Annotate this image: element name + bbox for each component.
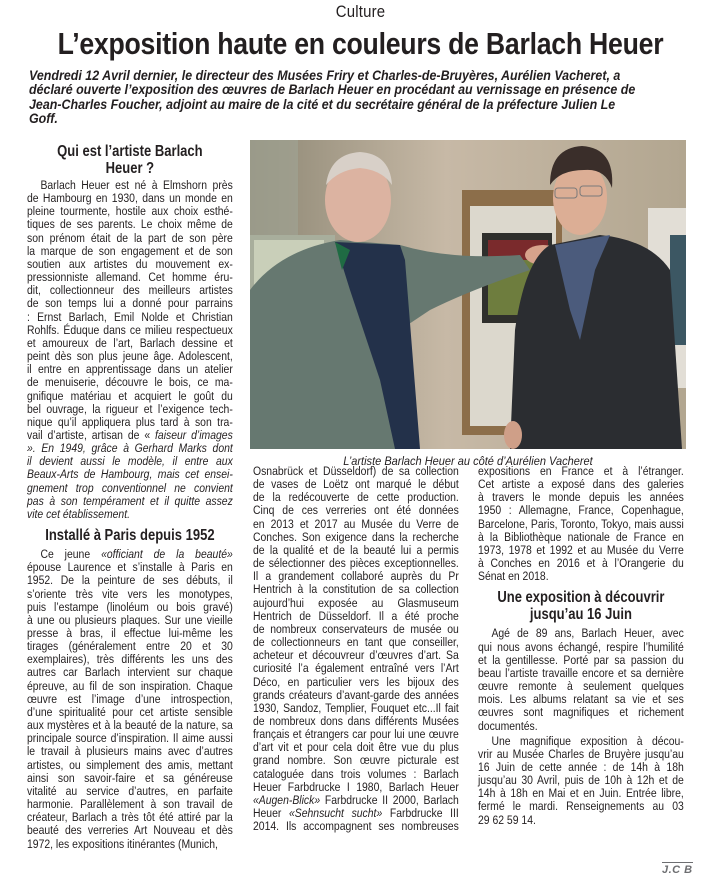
paragraph-exhibitions bbox=[478, 465, 684, 583]
text-line: il entre en apprentissage dans un atelier bbox=[27, 362, 233, 377]
text-line: 1952. De la peinture de ses débuts, il bbox=[27, 573, 233, 588]
text-line: à travers le monde depuis les années bbox=[478, 490, 684, 505]
text-line: 14h à 18h en Mai et en Juin. Entrée libre, bbox=[478, 786, 684, 801]
text-line: 29 62 59 14. bbox=[478, 812, 536, 827]
text-line: Heuer Farbdrucke I 1980, Barlach Heuer bbox=[253, 779, 459, 794]
text-line: Barcelone, Paris, Toronto, Tokyo, mais aussi bbox=[478, 516, 684, 531]
text-line: pas à son tempérament et il quitte assez bbox=[27, 493, 233, 508]
text-line: documentés. bbox=[478, 718, 538, 733]
text-line: à une ou plusieurs plaques. Sur une vieille bbox=[27, 612, 233, 627]
text-line: il devient aussi le modèle, il entre aux bbox=[27, 454, 233, 469]
headline: L’exposition haute en couleurs de Barlach Heuer bbox=[57, 26, 664, 61]
text-line: Cinq de ces verreries ont été données bbox=[253, 503, 459, 518]
text-line: Hentrich à la constitution de sa collection bbox=[253, 582, 459, 597]
text-line: principale source d’inspiration. Il aime aussi bbox=[27, 731, 233, 746]
text-line: puis l’estampe (linoléum ou bois gravé) bbox=[27, 599, 233, 614]
text-line: vitalité au service d’autres, en parfaite bbox=[27, 783, 233, 798]
subheading-line: Une exposition à découvrir bbox=[497, 589, 665, 607]
text-line: de nombreux conservateurs de musée ou bbox=[253, 621, 459, 636]
text-line: pressionniste allemand. Cet homme éru- bbox=[27, 270, 233, 285]
lead-line: Vendredi 12 Avril dernier, le directeur des Musées Friry et Charles-de-Bruyères, Aurélien Vacheret, a bbox=[29, 68, 621, 83]
paragraph-artist-today bbox=[478, 627, 684, 732]
text-line: 1950 : Allemagne, France, Copenhague, bbox=[478, 503, 684, 518]
text-line: épreuve, au fil de son inspiration. Chaque bbox=[27, 678, 233, 693]
text-line: s’oriente très vite vers les monotypes, bbox=[27, 586, 233, 601]
paragraph-practical-info bbox=[478, 735, 684, 827]
text-line: Osnabrück et Düsseldorf) de sa collection bbox=[253, 464, 459, 478]
text-line: harmonie. Parallèlement à son travail de bbox=[27, 797, 233, 812]
text-line: beauté des verreries Art Nouveau et dès bbox=[27, 823, 233, 838]
text-line: Cet artiste a exposé dans des galeries bbox=[478, 477, 684, 492]
text-line: acheteur et découvreur d’œuvres d’art. Sa bbox=[253, 648, 459, 663]
text-line: expositions en France et à l’étranger. bbox=[478, 464, 684, 478]
text-line: 1973, 1978 et 1992 et au Musée du Verre bbox=[478, 542, 684, 557]
photo-caption: L’artiste Barlach Heuer au côté d’Aurélien Vacheret bbox=[343, 455, 593, 468]
text-line: qui nous avons échangé, respire l’humilité bbox=[478, 639, 684, 654]
subheading-line: jusqu’au 16 Juin bbox=[529, 606, 632, 624]
text-line: gnifique matériau et acquiert le goût du bbox=[27, 388, 233, 403]
text-line: de son temps lui a donné pour parrains bbox=[27, 296, 233, 311]
right-column bbox=[478, 465, 721, 827]
text-line: vrir au Musée Charles de Bruyère jusqu’au bbox=[478, 746, 684, 761]
author-signature: J.C B bbox=[662, 864, 693, 876]
text-line: «Augen-Blick» Farbdrucke II 2000, Barlach bbox=[253, 792, 459, 807]
lead-line: Jean-Charles Foucher, adjoint au maire de la cité et du secrétaire général de la préfecture Julien Le bbox=[29, 96, 616, 112]
photo-artist-and-director bbox=[250, 140, 686, 449]
text-line: de la redécouverte de cette production. bbox=[253, 490, 459, 505]
paragraph-paris bbox=[27, 548, 233, 851]
subheading-paris: Installé à Paris depuis 1952 bbox=[45, 527, 215, 545]
text-line: jusqu’au 30 Avril, puis de 10h à 12h et de bbox=[478, 773, 684, 788]
subheading-exhibition-dates bbox=[478, 589, 684, 623]
text-line: soutien aux artistes du mouvement ex- bbox=[27, 256, 233, 271]
text-line: 1930, Sandoz, Templier, Fouquet etc...Il fait bbox=[253, 700, 459, 715]
text-line: de vases de Loëtz ont marqué le début bbox=[253, 477, 459, 492]
lead-line: déclaré ouverte l’exposition des œuvres de Barlach Heuer en procédant au vernissage en présence de bbox=[29, 82, 636, 98]
text-line: tiques de ses parents. Le choix même de bbox=[27, 217, 233, 232]
text-line: dit, collectionneur des meilleurs artistes bbox=[27, 283, 233, 298]
text-line: grand nombre. Son œuvre picturale est bbox=[253, 753, 459, 768]
text-line: vite cet établissement. bbox=[27, 506, 130, 521]
text-line: peint dès son plus jeune âge. Adolescent, bbox=[27, 349, 233, 364]
text-line: artistes, ou simplement des amis, mettant bbox=[27, 757, 233, 772]
lead-line: Goff. bbox=[29, 111, 58, 127]
paragraph-biography bbox=[27, 179, 233, 521]
text-line: Rohlfs. Éduque dans ce milieu respectueux bbox=[27, 322, 233, 337]
text-line: pleine tourmente, hostile aux choix esthé- bbox=[27, 204, 233, 219]
text-line: à Conches en 2016 et à l’Orangerie du bbox=[478, 556, 684, 571]
text-line: cataloguée dans trois volumes : Barlach bbox=[253, 766, 459, 781]
text-line: œuvres sont magnifiques et richement bbox=[478, 705, 684, 720]
text-line: son prénom était de la part de son père bbox=[27, 230, 233, 245]
text-line: presse à bras, il effectue lui-même les bbox=[27, 626, 233, 640]
text-line: exemplaires), très différents les uns des bbox=[27, 652, 233, 667]
lead-paragraph bbox=[29, 69, 680, 127]
section-label: Culture bbox=[335, 2, 386, 21]
text-line: de collectionneurs en tant que conseiller, bbox=[253, 635, 459, 650]
middle-column bbox=[253, 465, 498, 833]
text-line: à la Bibliothèque nationale de France en bbox=[478, 529, 684, 544]
text-line: Une magnifique exposition à décou- bbox=[491, 733, 684, 748]
left-column bbox=[27, 143, 272, 851]
text-line: d’art vit et pour cela doit être vue du plus bbox=[253, 740, 459, 755]
text-line: Barlach Heuer est né à Elmshorn près bbox=[40, 178, 233, 192]
text-line: la marque de son engagement et de son bbox=[27, 243, 233, 258]
text-line: de sélectionner des pièces exceptionnelles. bbox=[253, 556, 459, 571]
text-line: 2014. Ils accompagnent ses nombreuses bbox=[253, 819, 459, 834]
text-line: en 2013 et 2017 au Musée du Verre de bbox=[253, 516, 459, 531]
text-line: créateur, Barlach a très tôt été attiré par la bbox=[27, 810, 233, 825]
text-line: Il a grandement collaboré auprès du Pr bbox=[253, 569, 459, 584]
subheading-line: Heuer ? bbox=[105, 160, 155, 177]
text-line: aux mystères et à la beauté de la nature, sa bbox=[27, 718, 233, 733]
text-line: : Ernst Barlach, Emil Nolde et Christian bbox=[27, 309, 233, 324]
text-line: ainsi son savoir-faire et sa généreuse bbox=[27, 770, 233, 785]
text-line: ». En 1949, grâce à Gerhard Marks dont bbox=[27, 441, 233, 456]
text-line: de nombreux dons dans différents Musées bbox=[253, 713, 459, 728]
text-line: Conches. Son exigence dans la recherche bbox=[253, 529, 459, 544]
text-line: de Hambourg en 1930, dans un monde en bbox=[27, 191, 233, 206]
text-line: fermé le mardi. Renseignements au 03 bbox=[478, 799, 684, 814]
text-line: œuvre est l’image d’une introspection, bbox=[27, 691, 233, 706]
text-line: Agé de 89 ans, Barlach Heuer, avec bbox=[491, 626, 684, 641]
text-line: nique qu’il appliquera plus tard à son tra- bbox=[27, 414, 233, 429]
subheading-line: Qui est l’artiste Barlach bbox=[57, 143, 203, 160]
subheading-who-is bbox=[27, 143, 233, 177]
article-photo bbox=[250, 140, 686, 449]
text-line: Hentrich de Düsseldorf. Il a été proche bbox=[253, 608, 459, 623]
text-line: Beaux-Arts de Hambourg, mais cet ensei- bbox=[27, 467, 233, 482]
text-line: de menuiserie, découvre le bois, ce ma- bbox=[27, 375, 233, 390]
text-line: d’une spiritualité pour cet artiste sensible bbox=[27, 704, 233, 719]
text-line: de la qualité et de la beauté lui a permis bbox=[253, 542, 459, 557]
text-line: curiosité l’a également entraîné vers l’Art bbox=[253, 661, 459, 676]
text-line: et amoureux de l’art, Barlach dessine et bbox=[27, 335, 233, 350]
text-line: français et étrangers car pour lui une œuvre bbox=[253, 727, 459, 742]
text-line: vail d’artiste, artisan de « faiseur d’images bbox=[27, 427, 233, 442]
text-line: Heuer «Sehnsucht sucht» Farbdrucke III bbox=[253, 806, 459, 821]
text-line: œuvre remonte à seulement quelques bbox=[478, 679, 684, 694]
text-line: beau l’artiste travaille encore et sa dernière bbox=[478, 665, 684, 680]
text-line: autres car Barlach intervient sur chaque bbox=[27, 665, 233, 680]
text-line: 16 Juin de cette année : de 14h à 18h bbox=[478, 759, 684, 774]
text-line: le travail à plusieurs mains avec d’autres bbox=[27, 744, 233, 759]
text-line: bel ouvrage, la rigueur et l’exigence tech- bbox=[27, 401, 233, 416]
text-line: épouse Laurence et s’installe à Paris en bbox=[27, 560, 233, 575]
text-line: Ce jeune «officiant de la beauté» bbox=[40, 547, 233, 562]
text-line: Sénat en 2018. bbox=[478, 569, 549, 584]
text-line: mois. Les albums relatant sa vie et ses bbox=[478, 692, 684, 707]
text-line: Déco, en particulier vers les bijoux des bbox=[253, 674, 459, 689]
text-line: gnement trop conventionnel ne convient bbox=[27, 480, 233, 495]
text-line: 1972, les expositions itinérantes (Munich, bbox=[27, 836, 218, 851]
text-line: aujourd’hui exposée au Glasmuseum bbox=[253, 595, 459, 610]
text-line: et la gentillesse. Porté par sa passion du bbox=[478, 652, 684, 667]
text-line: grands créateurs d’avant-garde des années bbox=[253, 687, 459, 702]
text-line: tirages (généralement entre 20 et 30 bbox=[27, 639, 233, 654]
